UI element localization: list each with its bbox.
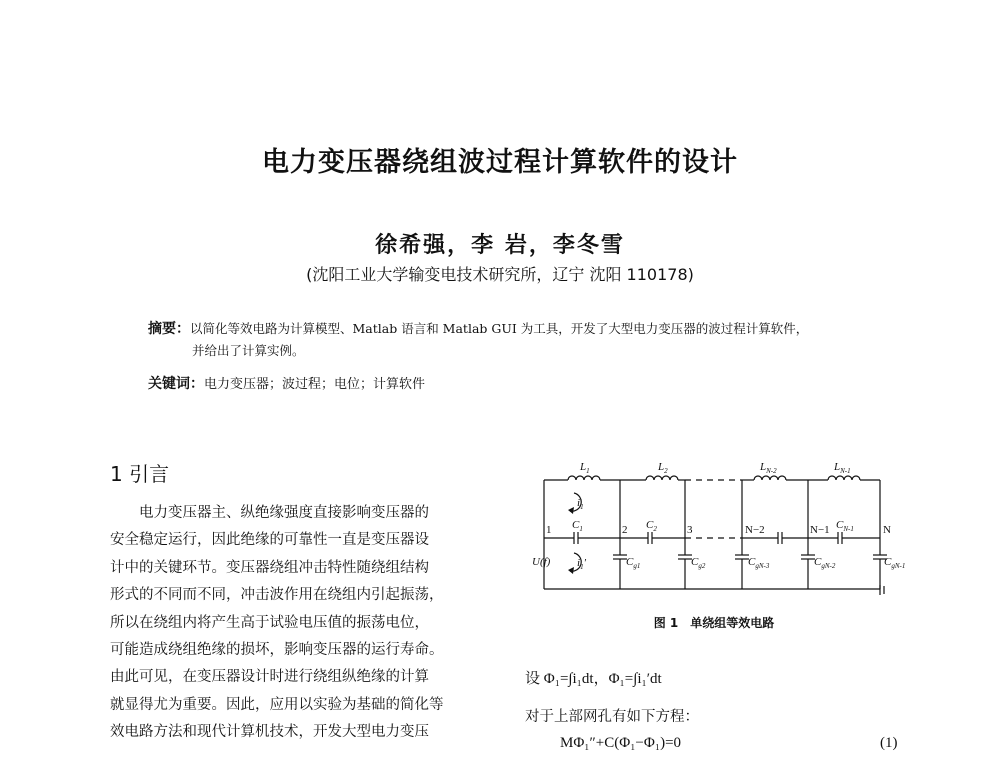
abstract-text-line1: 以简化等效电路为计算模型、Matlab 语言和 Matlab GUI 为工具，开发了大型电力变压器的波过程计算软件， [190, 321, 809, 336]
body-line: 就显得尤为重要。因此，应用以实验为基础的简化等 [110, 696, 444, 713]
abstract-text-line2: 并给出了计算实例。 [192, 343, 305, 358]
abstract-label: 摘要： [148, 321, 190, 337]
equation-definition: 设 Φ₁=∫i₁dt，Φ₁=∫i₁′dt [525, 671, 662, 687]
equation-1-number: (1) [880, 735, 898, 751]
circuit-wiring [544, 476, 887, 595]
body-line: 安全稳定运行，因此绝缘的可靠性一直是变压器设 [110, 532, 429, 549]
paper-affiliation: (沈阳工业大学输变电技术研究所，辽宁 沈阳 110178) [306, 265, 694, 284]
paper-authors: 徐希强，李 岩，李冬雪 [375, 232, 625, 258]
label-l1: $L_1$ [580, 461, 590, 475]
node-label-n1: N−1 [810, 524, 830, 536]
body-line: 形式的不同而不同，冲击波作用在绕组内引起振荡， [110, 587, 444, 604]
inductor-l2 [646, 476, 678, 480]
label-source-u: U(f) [532, 556, 551, 568]
label-ln1: $L_{N-1}$ [834, 461, 851, 475]
body-line: 可能造成绕组绝缘的损坏，影响变压器的运行寿命。 [110, 642, 444, 659]
label-c1: $C_1$ [572, 519, 583, 533]
node-label-n: N [883, 524, 891, 536]
section-heading: 1 引言 [110, 462, 170, 486]
equation-1: MΦ₁″+C(Φ₁−Φ₁)=0 [560, 735, 682, 751]
label-cgn1: $C_{gN-1}$ [884, 556, 906, 570]
body-line: 所以在绕组内将产生高于试验电压值的振荡电位， [110, 614, 429, 631]
label-l2: $L_2$ [658, 461, 668, 475]
body-line: 计中的关键环节。变压器绕组冲击特性随绕组结构 [110, 559, 429, 576]
intro-body [110, 500, 496, 747]
mesh-current-i1p-arrowhead [568, 567, 574, 574]
label-cg1: $C_{g1}$ [626, 556, 641, 570]
winding-equivalent-circuit [528, 455, 906, 605]
inductor-l1 [568, 476, 600, 480]
keywords-text: 电力变压器；波过程；电位；计算软件 [204, 377, 426, 392]
body-line: 由此可见，在变压器设计时进行绕组纵绝缘的计算 [110, 669, 429, 686]
body-line: 电力变压器主、纵绝缘强度直接影响变压器的 [139, 505, 429, 521]
node-label-n2: N−2 [745, 524, 765, 536]
label-cn1: $C_{N-1}$ [836, 519, 854, 533]
paper-title: 电力变压器绕组波过程计算软件的设计 [262, 147, 738, 178]
node-label-3: 3 [687, 524, 693, 536]
label-cgn2: $C_{gN-2}$ [814, 556, 836, 570]
abstract-block [148, 318, 908, 362]
body-line: 效电路方法和现代计算机技术，开发大型电力变压 [110, 724, 429, 741]
equation-intro-text: 对于上部网孔有如下方程： [525, 709, 699, 725]
label-current-i1p: $i_1'$ [577, 557, 586, 571]
label-cg2: $C_{g2}$ [691, 556, 706, 570]
node-label-1: 1 [546, 524, 552, 536]
label-cgn3: $C_{gN-3}$ [748, 556, 770, 570]
figure-caption: 图 1 单绕组等效电路 [653, 616, 775, 630]
label-current-i1: $i_1$ [577, 497, 584, 511]
label-ln2: $L_{N-2}$ [760, 461, 777, 475]
keywords-label: 关键词： [148, 376, 204, 392]
inductor-ln1 [828, 476, 860, 480]
inductor-ln2 [754, 476, 786, 480]
mesh-current-i1-arrowhead [568, 507, 574, 514]
label-c2: $C_2$ [646, 519, 657, 533]
keywords-block [148, 373, 908, 393]
node-label-2: 2 [622, 524, 628, 536]
